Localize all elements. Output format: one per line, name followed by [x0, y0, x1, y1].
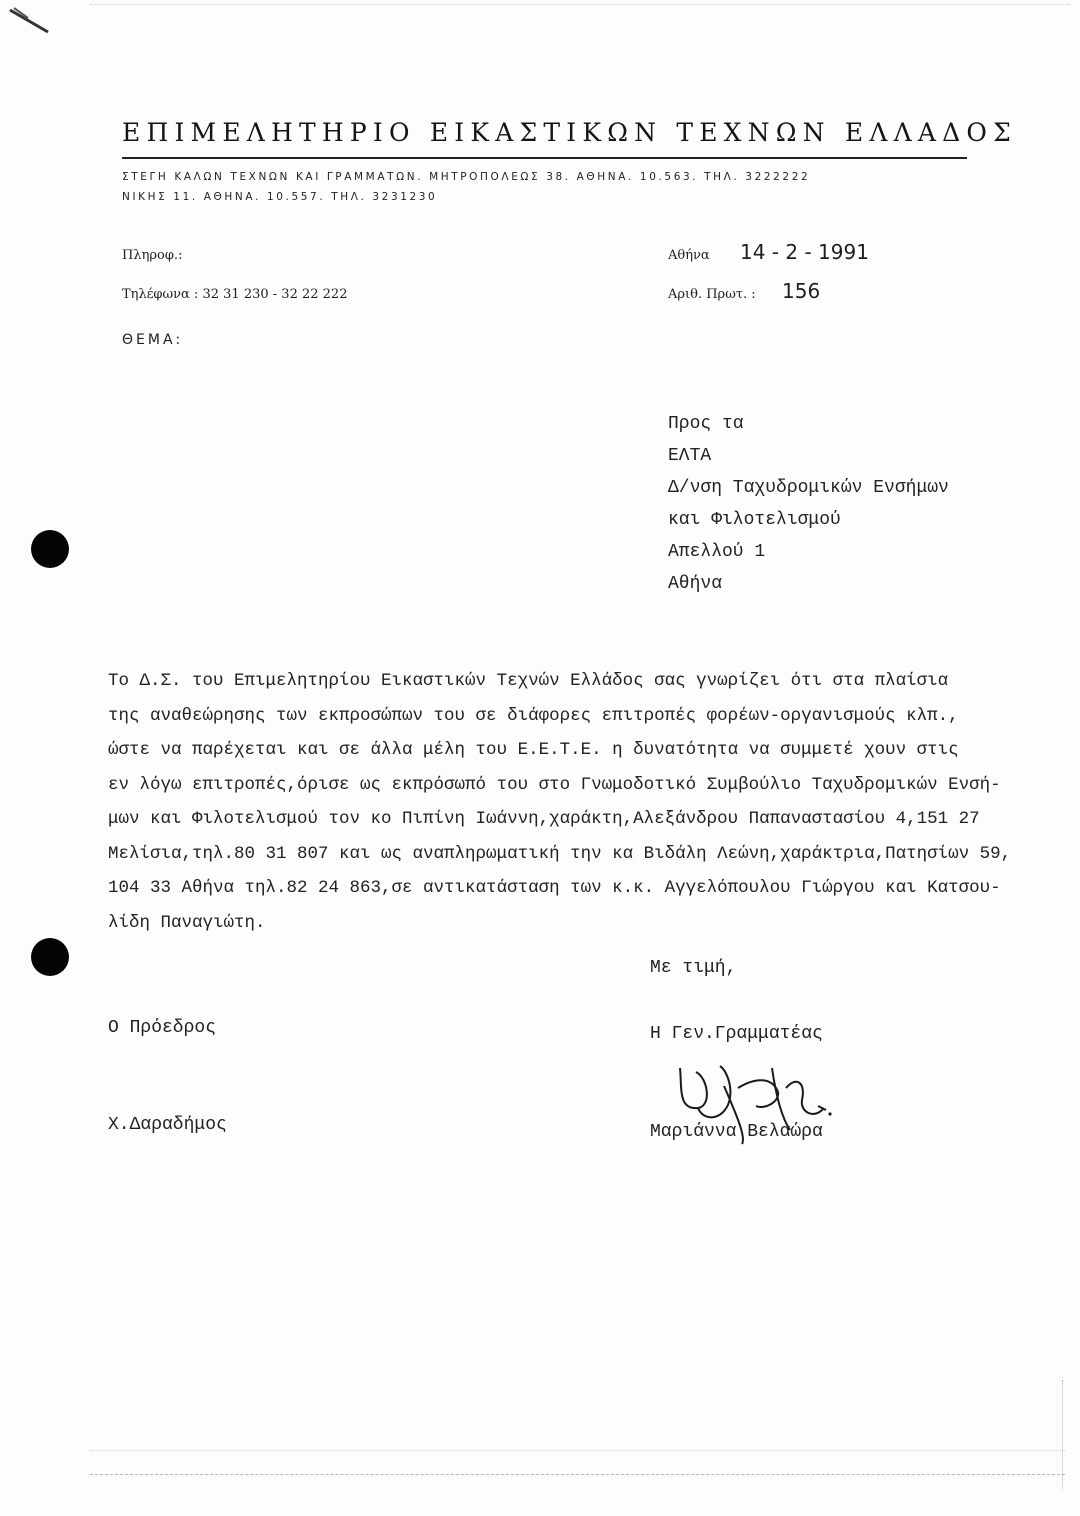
recipient-line: και Φιλοτελισμού [668, 510, 841, 530]
body-line: λίδη Παναγιώτη. [108, 912, 266, 933]
handwritten-signature [668, 1048, 838, 1148]
recipient-line: ΕΛΤΑ [668, 446, 712, 466]
body-line: μων και Φιλοτελισμού τον κο Πιπίνη Ιωάννη,χαράκτη,Αλεξάνδρου Παπαναστασίου 4,151 27 [108, 809, 980, 829]
letterhead-divider [122, 157, 967, 159]
scan-bottom-edge [90, 1474, 1065, 1476]
phones-value: 32 31 230 - 32 22 222 [202, 287, 348, 302]
recipient-address [668, 408, 949, 600]
address-line-1: ΣΤΕΓΗ ΚΑΛΩΝ ΤΕΧΝΩΝ ΚΑΙ ΓΡΑΜΜΑΤΩΝ. ΜΗΤΡΟΠΟΛΕΩΣ 38. ΑΘΗΝΑ. 10.563. ΤΗΛ. 3222222 [122, 171, 811, 183]
protocol-number: 156 [782, 279, 821, 303]
recipient-line: Αθήνα [668, 574, 723, 594]
phones-label: Τηλέφωνα : [122, 287, 199, 302]
body-line: Το Δ.Σ. του Επιμελητηρίου Εικαστικών Τεχνών Ελλάδος σας γνωρίζει ότι στα πλαίσια [108, 671, 949, 691]
body-line: εν λόγω επιτροπές,όρισε ως εκπρόσωπό του στο Γνωμοδοτικό Συμβούλιο Ταχυδρομικών Ενσή- [108, 774, 1001, 795]
address-line-2: ΝΙΚΗΣ 11. ΑΘΗΝΑ. 10.557. ΤΗΛ. 3231230 [122, 191, 438, 203]
scan-bottom-edge-faint [90, 1450, 1065, 1452]
body-line: Μελίσια,τηλ.80 31 807 και ως αναπληρωματική την κα Βιδάλη Λεώνη,χαράκτρια,Πατησίων 59, [108, 843, 1012, 864]
phones-line [122, 287, 347, 302]
city-label: Αθήνα [668, 248, 710, 263]
organization-title: ΕΠΙΜΕΛΗΤΗΡΙΟ ΕΙΚΑΣΤΙΚΩΝ ΤΕΧΝΩΝ ΕΛΛΑΔΟΣ [122, 118, 1017, 147]
president-name: Χ.Δαραδήμος [108, 1115, 227, 1135]
recipient-line: Απελλού 1 [668, 542, 766, 562]
punch-hole-upper [31, 530, 69, 568]
recipient-line: Δ/νση Ταχυδρομικών Ενσήμων [668, 478, 949, 498]
scan-right-edge [1062, 1380, 1064, 1490]
letter-date: 14 - 2 - 1991 [740, 240, 869, 264]
body-line: 104 33 Αθήνα τηλ.82 24 863,σε αντικατάσταση των κ.κ. Αγγελόπουλου Γιώργου και Κατσου- [108, 878, 1001, 898]
body-line: της αναθεώρησης των εκπροσώπων του σε διάφορες επιτροπές φορέων-οργανισμούς κλπ., [108, 705, 959, 726]
secretary-title: Η Γεν.Γραμματέας [650, 1024, 823, 1044]
letter-body [108, 664, 1058, 940]
secretary-name: Μαριάννα Βελαώρα [650, 1122, 823, 1142]
recipient-line: Προς τα [668, 414, 744, 434]
info-label: Πληροφ.: [122, 248, 183, 263]
body-line: ώστε να παρέχεται και σε άλλα μέλη του Ε.Ε.Τ.Ε. η δυνατότητα να συμμετέ χουν στις [108, 740, 959, 760]
punch-hole-lower [31, 938, 69, 976]
scan-top-edge [90, 4, 1070, 31]
closing-greeting: Με τιμή, [650, 958, 737, 978]
president-title: Ο Πρόεδρος [108, 1018, 217, 1038]
protocol-label: Αριθ. Πρωτ. : [668, 287, 756, 302]
scan-corner-mark [8, 6, 56, 36]
subject-label: ΘΕΜΑ: [122, 332, 184, 348]
